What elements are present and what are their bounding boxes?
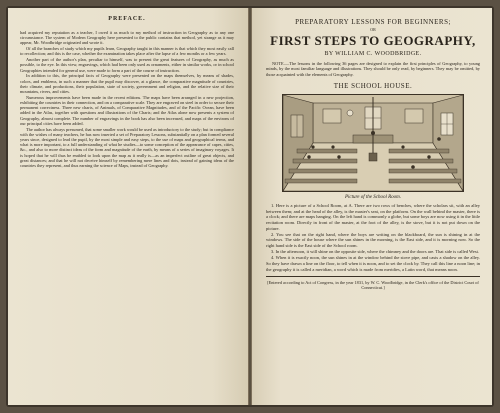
lesson-paragraph: 4. When it is exactly noon, the sun shines in at the window behind the stove pipe, and casts a shadow on the alley. So they have drawn a line on the floor, to tell when it is noon, and to set the clock by. They call this line a noon line; in the geography it is called a meridian, a word which is made from meridies, a Latin word, that means noon. — [266, 255, 480, 272]
lesson-paragraph: 3. In the afternoon, it will shine on the opposite side, where the chimney and the doors are. That side is called West. — [271, 249, 480, 255]
preface-paragraph: Another part of the author's plan, peculiar to himself, was to present the great features of Geography, as much as possible, to the eye. In this view, engravings, which had been only used as ornaments, either in similar works, or in school Geographies intended for general use, were made to form a part of the course of instruction. — [20, 57, 234, 73]
school-room-illustration — [283, 95, 463, 191]
book-spread — [6, 6, 494, 407]
running-head: PREFACE. — [108, 16, 146, 22]
left-page — [8, 8, 248, 405]
author-line: BY WILLIAM C. WOODBRIDGE. — [324, 51, 422, 57]
preface-paragraph: Of all the branches of study which my pupils learn, Geography taught in this manner is that which they most easily call to recollection; and this is the case, whether the examination takes place after the lapse of a few months or a few years. — [20, 46, 234, 57]
preface-paragraph: had acquired my reputation as a teacher, I owed it as much to my method of instruction in Geography as to any one circumstance. The system of Modern Geography here presented to the public contains that method, yet strange as it may appear, Mr. Woodbridge originated and wrote it. — [20, 30, 234, 46]
right-page — [252, 8, 492, 405]
book-title: FIRST STEPS TO GEOGRAPHY, — [270, 33, 476, 48]
preface-text — [20, 30, 234, 168]
section-title: THE SCHOOL HOUSE. — [333, 82, 413, 91]
lesson-paragraph: 2. You see that on the right hand, where the boys are writing on the blackboard, the sun is shining in at the windows. The side of the house where the sun shines in the morning, is the East side, and it is morning now. So the right hand side is the East side of the School room. — [266, 231, 480, 248]
school-room-engraving — [282, 94, 464, 192]
copyright-notice: [Entered according to Act of Congress, in the year 1831, by W. C. Woodbridge, in the Clerk's office of the District Court of Connecticut.] — [267, 280, 479, 291]
lesson-paragraph: 1. Here is a picture of a School Room, at A. There are two rows of benches, where the scholars sit, with an alley between them; and at the head of the alley, is the master's seat, on the platform. On the wall behind the master, there is a clock; and there are maps hanging. On the left hand is commonly a globe, but some boys are now using it in the little recitation room. Directly in front of the master, at the foot of the alley, is the stove, but it is not put down on the picture. — [266, 203, 480, 231]
preface-paragraph: Numerous improvements have been made in the recent editions. The maps have been arranged in a new projection, exhibiting the countries in their connection, and on a comparative scale. They are engraved on steel in order to secure their permanent correctness. Three new charts, of Animals, of Comparative Magnitudes, and of the Pacific Ocean, have been added in the Atlas, together with questions and illustrations of the Charts; and the Atlas alone now presents a system of Geography, almost complete. The number of engravings in the book has also been increased, and maps of the environs of our principal cities have been added. — [20, 94, 234, 126]
or-text: OR — [370, 27, 376, 32]
series-heading: PREPARATORY LESSONS FOR BEGINNERS; — [295, 18, 451, 26]
preface-paragraph: In addition to this, the principal facts of Geography were presented on the maps themselves, by means of shades, colors, and emblems, in such a manner that the pupil may discover, at a glance, the comparative magnitude of countries, their climate, and productions, their population, state of society, government and religion, and the relative size of their mountains, rivers, and cities. — [20, 73, 234, 95]
lesson-text — [266, 203, 480, 272]
preface-paragraph: The author has always presumed, that some smaller work would be used as introductory to the study; but in compliance with the wishes of many teachers, he has now inserted a set of Preparatory Lessons, substantially on a plan formed several years since, designed to lead the pupil, by the most simple and easy steps, to the use of maps and geographical terms, and what is more important, to a full understanding of what he studies—to some conception of the appearance of capes, cities, &c., and also to more distinct ideas of the form and magnitude of the earth, by means of a series of imaginary voyages. It is hoped that he will thus be enabled to look upon the map as it really is—as an imperfect outline of great objects, and great distances; and that he will not deceive himself by remembering mere lines and dots, instead of gaining ideas of the countries they represent, and thus earning the science of Maps, instead of Geography. — [20, 126, 234, 169]
divider-rule — [266, 276, 480, 277]
note-paragraph: NOTE.—The lessons in the following 36 pages are designed to explain the first principles of Geography, to young minds, by the most familiar language and illustrations. They should be only read, by beginners. They may be omitted, by those acquainted with the elements of Geography. — [266, 61, 480, 77]
illustration-caption: Picture of the School Room. — [344, 195, 402, 201]
